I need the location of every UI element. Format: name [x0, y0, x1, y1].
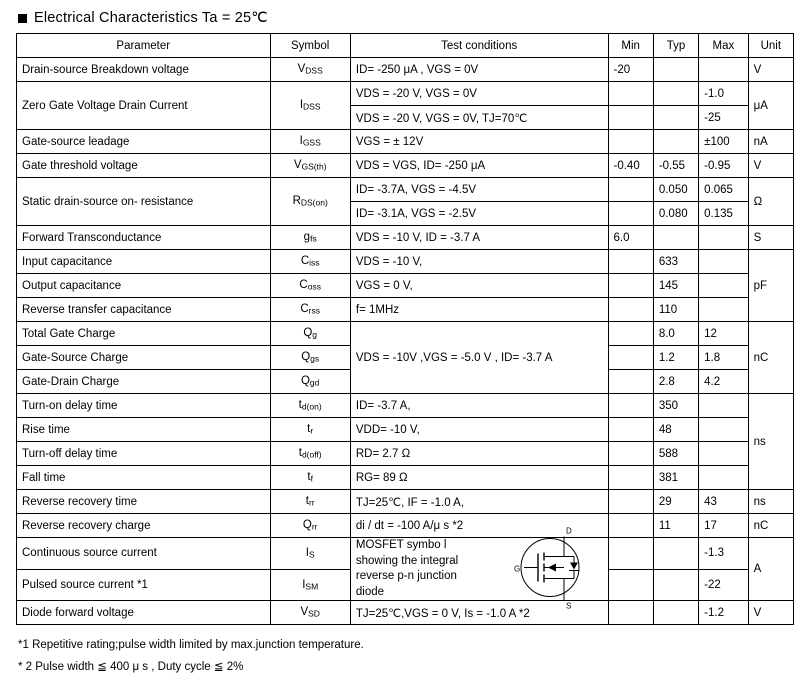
cell-typ: 588 [653, 442, 698, 466]
cell-unit: Ω [748, 178, 793, 226]
cell-symbol: tf [270, 466, 350, 490]
cell-parameter: Zero Gate Voltage Drain Current [17, 82, 271, 130]
cell-symbol: tr [270, 418, 350, 442]
cell-min: -20 [608, 58, 653, 82]
cell-typ: 633 [653, 250, 698, 274]
cell-unit: V [748, 58, 793, 82]
header-typ: Typ [653, 34, 698, 58]
cell-parameter: Gate-Drain Charge [17, 370, 271, 394]
cell-max [699, 394, 748, 418]
table-row [17, 538, 794, 570]
symbol-label-source: S [565, 601, 571, 611]
cell-symbol: RDS(on) [270, 178, 350, 226]
cell-min [608, 322, 653, 346]
cell-typ: 0.050 [653, 178, 698, 202]
cell-parameter: Reverse transfer capacitance [17, 298, 271, 322]
cell-symbol: gfs [270, 226, 350, 250]
symbol-label-gate: G [513, 564, 520, 574]
cell-max: -0.95 [699, 154, 748, 178]
cell-conditions: TJ=25℃,VGS = 0 V, Is = -1.0 A *2 [350, 601, 608, 625]
table-row [17, 442, 794, 466]
cell-conditions: f= 1MHz [350, 298, 608, 322]
cell-typ: 1.2 [653, 346, 698, 370]
cell-unit: V [748, 601, 793, 625]
cell-conditions: VGS = 0 V, [350, 274, 608, 298]
cell-conditions: VGS = ± 12V [350, 130, 608, 154]
cell-conditions: TJ=25℃, IF = -1.0 A, [350, 490, 608, 514]
table-row [17, 394, 794, 418]
cell-conditions: di / dt = -100 A/μ s *2 [350, 514, 608, 538]
cell-max [699, 274, 748, 298]
cell-min [608, 514, 653, 538]
cell-max [699, 58, 748, 82]
cell-conditions: ID= -250 μA , VGS = 0V [350, 58, 608, 82]
cell-parameter: Continuous source current [17, 538, 271, 570]
cell-min [608, 490, 653, 514]
cell-unit: pF [748, 250, 793, 322]
cell-typ [653, 226, 698, 250]
cell-min: 6.0 [608, 226, 653, 250]
cell-max: 12 [699, 322, 748, 346]
header-parameter: Parameter [17, 34, 271, 58]
cell-max: -1.3 [699, 538, 748, 570]
table-row [17, 418, 794, 442]
cell-conditions: ID= -3.7A, VGS = -4.5V [350, 178, 608, 202]
cell-min [608, 418, 653, 442]
cell-symbol: VGS(th) [270, 154, 350, 178]
cell-typ [653, 538, 698, 570]
cell-conditions: VDS = -10V ,VGS = -5.0 V , ID= -3.7 A [350, 322, 608, 394]
cell-min [608, 442, 653, 466]
cell-parameter: Static drain-source on- resistance [17, 178, 271, 226]
table-row [17, 58, 794, 82]
table-row [17, 226, 794, 250]
cell-conditions-with-symbol [350, 526, 608, 611]
cell-typ [653, 82, 698, 106]
cell-parameter: Output capacitance [17, 274, 271, 298]
cell-max: 17 [699, 514, 748, 538]
header-test-conditions: Test conditions [350, 34, 608, 58]
cell-conditions: VDS = -10 V, [350, 250, 608, 274]
cell-symbol: Qgd [270, 370, 350, 394]
cell-typ [653, 601, 698, 625]
cell-symbol: VDSS [270, 58, 350, 82]
cell-typ: 110 [653, 298, 698, 322]
cell-symbol: td(on) [270, 394, 350, 418]
cell-parameter: Gate-Source Charge [17, 346, 271, 370]
cell-min [608, 106, 653, 130]
cell-typ [653, 130, 698, 154]
table-row [17, 514, 794, 538]
cell-unit: ns [748, 490, 793, 514]
cell-typ: 350 [653, 394, 698, 418]
cell-symbol: Qgs [270, 346, 350, 370]
cell-symbol: VSD [270, 601, 350, 625]
table-row [17, 250, 794, 274]
cell-parameter: Input capacitance [17, 250, 271, 274]
cell-parameter: Turn-off delay time [17, 442, 271, 466]
cell-conditions: VDS = VGS, ID= -250 μA [350, 154, 608, 178]
cell-conditions: RG= 89 Ω [350, 466, 608, 490]
cell-typ [653, 569, 698, 601]
section-heading [18, 10, 792, 26]
cell-typ: -0.55 [653, 154, 698, 178]
footnote-1: *1 Repetitive rating;pulse width limited by max.junction temperature. [18, 639, 364, 652]
cell-unit: nC [748, 514, 793, 538]
cell-max: 0.135 [699, 202, 748, 226]
cell-conditions: VDD= -10 V, [350, 418, 608, 442]
cell-min [608, 394, 653, 418]
cell-parameter: Turn-on delay time [17, 394, 271, 418]
cell-conditions: VDS = -20 V, VGS = 0V, TJ=70℃ [350, 106, 608, 130]
cell-min [608, 130, 653, 154]
cell-min [608, 538, 653, 570]
cell-max [699, 298, 748, 322]
bullet-icon [18, 14, 27, 23]
header-symbol: Symbol [270, 34, 350, 58]
cell-conditions: RD= 2.7 Ω [350, 442, 608, 466]
cell-max [699, 418, 748, 442]
footnotes [18, 635, 792, 679]
cell-max [699, 442, 748, 466]
cell-typ: 11 [653, 514, 698, 538]
footnote-2: * 2 Pulse width ≦ 400 μ s , Duty cycle ≦ 2% [18, 660, 244, 673]
header-min: Min [608, 34, 653, 58]
cell-typ [653, 106, 698, 130]
table-header-row [17, 34, 794, 58]
cell-symbol: IGSS [270, 130, 350, 154]
cell-typ: 0.080 [653, 202, 698, 226]
table-row [17, 274, 794, 298]
cell-symbol: Crss [270, 298, 350, 322]
cell-parameter: Drain-source Breakdown voltage [17, 58, 271, 82]
table-row [17, 466, 794, 490]
cell-unit: nC [748, 322, 793, 394]
cell-max: 4.2 [699, 370, 748, 394]
cell-max: ±100 [699, 130, 748, 154]
header-max: Max [699, 34, 748, 58]
cell-min [608, 466, 653, 490]
cell-min [608, 370, 653, 394]
cell-symbol: td(off) [270, 442, 350, 466]
cell-min [608, 250, 653, 274]
table-row [17, 601, 794, 625]
cell-symbol: Qrr [270, 514, 350, 538]
cell-max: -25 [699, 106, 748, 130]
table-row [17, 490, 794, 514]
cell-min [608, 274, 653, 298]
cell-max: 0.065 [699, 178, 748, 202]
cell-min [608, 82, 653, 106]
cell-unit: ns [748, 394, 793, 490]
cell-typ: 29 [653, 490, 698, 514]
cell-unit: S [748, 226, 793, 250]
cell-min [608, 298, 653, 322]
cell-parameter: Pulsed source current *1 [17, 569, 271, 601]
cell-typ: 48 [653, 418, 698, 442]
cell-typ: 145 [653, 274, 698, 298]
cell-max: -1.2 [699, 601, 748, 625]
cell-min [608, 178, 653, 202]
cell-parameter: Gate threshold voltage [17, 154, 271, 178]
cell-symbol: Ciss [270, 250, 350, 274]
table-row [17, 154, 794, 178]
cell-max [699, 250, 748, 274]
cell-unit: nA [748, 130, 793, 154]
cell-max: -22 [699, 569, 748, 601]
electrical-characteristics-table [16, 33, 794, 625]
table-row [17, 298, 794, 322]
cell-parameter: Diode forward voltage [17, 601, 271, 625]
cell-min [608, 569, 653, 601]
cell-symbol: IDSS [270, 82, 350, 130]
cell-unit: A [748, 538, 793, 601]
cell-parameter: Total Gate Charge [17, 322, 271, 346]
table-row [17, 82, 794, 106]
table-row [17, 178, 794, 202]
cell-parameter: Reverse recovery charge [17, 514, 271, 538]
cell-min [608, 601, 653, 625]
cell-max [699, 226, 748, 250]
cell-symbol: trr [270, 490, 350, 514]
mosfet-symbol-icon [498, 525, 594, 614]
cell-parameter: Gate-source leadage [17, 130, 271, 154]
cell-unit: V [748, 154, 793, 178]
cell-parameter: Rise time [17, 418, 271, 442]
cell-symbol: Coss [270, 274, 350, 298]
cell-max: -1.0 [699, 82, 748, 106]
cell-parameter: Fall time [17, 466, 271, 490]
cell-conditions: VDS = -20 V, VGS = 0V [350, 82, 608, 106]
page-title: Electrical Characteristics Ta = 25℃ [34, 10, 268, 26]
cell-max: 1.8 [699, 346, 748, 370]
cell-conditions: ID= -3.7 A, [350, 394, 608, 418]
cell-typ: 381 [653, 466, 698, 490]
cell-max [699, 466, 748, 490]
cell-min [608, 346, 653, 370]
cell-typ: 8.0 [653, 322, 698, 346]
cell-symbol: Qg [270, 322, 350, 346]
cell-unit: μA [748, 82, 793, 130]
cell-symbol: IS [270, 538, 350, 570]
cell-max: 43 [699, 490, 748, 514]
cell-parameter: Forward Transconductance [17, 226, 271, 250]
symbol-label-drain: D [565, 526, 572, 536]
cell-symbol: ISM [270, 569, 350, 601]
cell-conditions: VDS = -10 V, ID = -3.7 A [350, 226, 608, 250]
mosfet-symbol-caption: MOSFET symbo l showing the integral reverse p-n junction diode [355, 539, 459, 598]
cell-min: -0.40 [608, 154, 653, 178]
table-row [17, 130, 794, 154]
cell-parameter: Reverse recovery time [17, 490, 271, 514]
cell-typ [653, 58, 698, 82]
cell-min [608, 202, 653, 226]
header-unit: Unit [748, 34, 793, 58]
cell-conditions: ID= -3.1A, VGS = -2.5V [350, 202, 608, 226]
table-row [17, 322, 794, 346]
cell-typ: 2.8 [653, 370, 698, 394]
